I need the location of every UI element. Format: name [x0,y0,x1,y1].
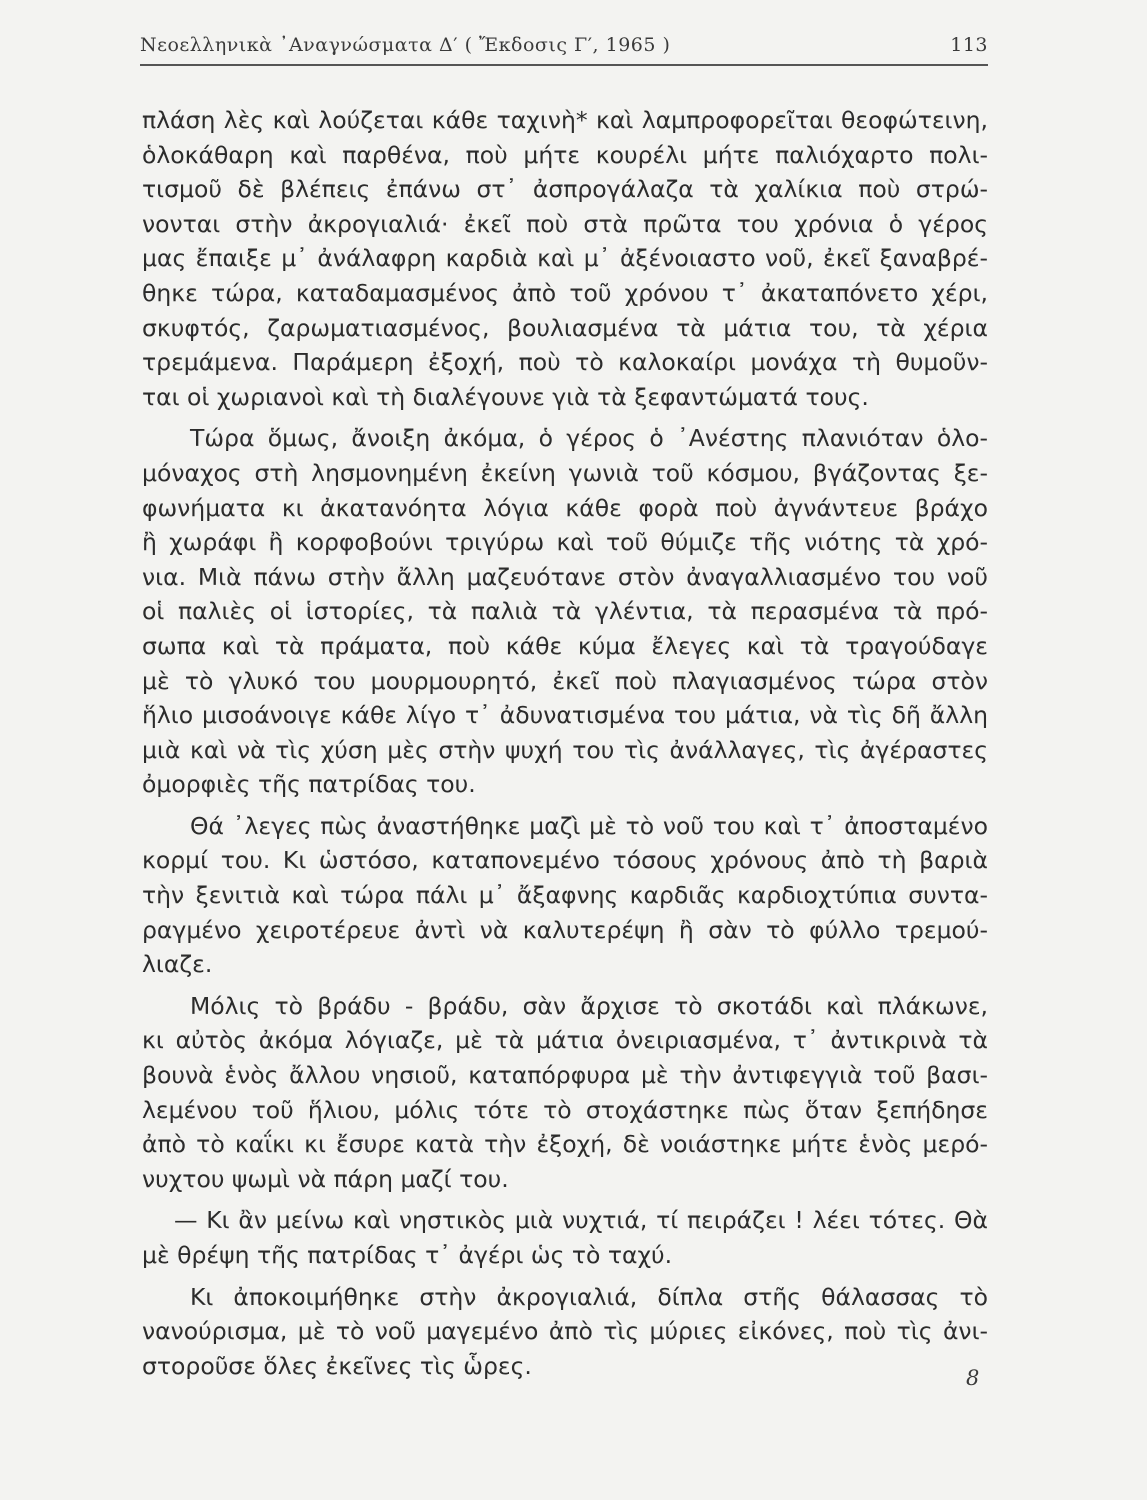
text-line: ται οἱ χωριανοὶ καὶ τὴ διαλέγουνε γιὰ τὰ ξεφαντώματά τους. [142,382,869,411]
text-line: νια. Μιὰ πάνω στὴν ἄλλη μαζευότανε στὸν ἀναγαλλιασμένο του νοῦ [142,562,988,591]
body-text [142,103,988,1383]
text-line: ραγμένο χειροτέρευε ἀντὶ νὰ καλυτερέψη ἢ σὰν τὸ φύλλο τρεμού- [142,915,988,944]
text-line: μὲ θρέψη τῆς πατρίδας τ᾿ ἀγέρι ὡς τὸ ταχύ. [142,1241,673,1269]
text-line: τισμοῦ δὲ βλέπεις ἐπάνω στ᾿ ἀσπρογάλαζα τὰ χαλίκια ποὺ στρώ- [142,175,988,204]
text-line: φωνήματα κι ἀκατανόητα λόγια κάθε φορὰ ποὺ ἀγνάντευε βράχο [142,493,988,522]
text-line: κορμί του. Κι ὡστόσο, καταπονεμένο τόσους χρόνους ἀπὸ τὴ βαριὰ [142,846,988,875]
text-line: μιὰ καὶ νὰ τὶς χύση μὲς στὴν ψυχή του τὶς ἀνάλλαγες, τὶς ἀγέραστες [142,735,988,764]
text-line: οἱ παλιὲς οἱ ἱστορίες, τὰ παλιὰ τὰ γλέντια, τὰ περασμένα τὰ πρό- [142,597,988,626]
text-line: μας ἔπαιξε μ᾿ ἀνάλαφρη καρδιὰ καὶ μ᾿ ἀξένοιαστο νοῦ, ἐκεῖ ξαναβρέ- [142,244,988,273]
text-line: ὀμορφιὲς τῆς πατρίδας του. [142,770,476,799]
text-line: νυχτου ψωμὶ νὰ πάρη μαζί του. [142,1164,509,1193]
text-line: μὲ τὸ γλυκό του μουρμουρητό, ἐκεῖ ποὺ πλαγιασμένος τώρα στὸν [142,666,988,695]
text-line: λεμένου τοῦ ἥλιου, μόλις τότε τὸ στοχάστηκε πὼς ὅταν ξεπήδησε [142,1095,988,1124]
paragraph-first-line: Τώρα ὅμως, ἄνοιξη ἀκόμα, ὁ γέρος ὁ ᾿Ανέστης πλανιόταν ὁλο- [190,424,988,453]
header-rule [140,64,988,66]
text-line: σκυφτός, ζαρωματιασμένος, βουλιασμένα τὰ μάτια του, τὰ χέρια [142,313,988,342]
paragraph-first-line: Θά ᾿λεγες πὼς ἀναστήθηκε μαζὶ μὲ τὸ νοῦ του καὶ τ᾿ ἀποσταμένο [190,811,988,840]
text-line: σωπα καὶ τὰ πράματα, ποὺ κάθε κύμα ἔλεγες καὶ τὰ τραγούδαγε [142,631,988,660]
text-line: ὁλοκάθαρη καὶ παρθένα, ποὺ μήτε κουρέλι μήτε παλιόχαρτο πολι- [142,140,988,169]
paragraph-first-line: Μόλις τὸ βράδυ - βράδυ, σὰν ἄρχισε τὸ σκοτάδι καὶ πλάκωνε, [190,991,988,1020]
text-line: τὴν ξενιτιὰ καὶ τώρα πάλι μ᾿ ἄξαφνης καρδιᾶς καρδιοχτύπια συντα- [142,881,988,910]
dialogue-line: — Κι ἂν μείνω καὶ νηστικὸς μιὰ νυχτιά, τί πειράζει ! λέει τότες. Θὰ [174,1206,988,1235]
text-line: βουνὰ ἑνὸς ἄλλου νησιοῦ, καταπόρφυρα μὲ τὴν ἀντιφεγγιὰ τοῦ βασι- [142,1061,988,1090]
text-line: μόναχος στὴ λησμονημένη ἐκείνη γωνιὰ τοῦ κόσμου, βγάζοντας ξε- [142,458,988,487]
text-line: τρεμάμενα. Παράμερη ἐξοχή, ποὺ τὸ καλοκαίρι μονάχα τὴ θυμοῦν- [142,348,988,377]
page-number: 113 [950,34,988,56]
text-line: ἀπὸ τὸ καΐκι κι ἔσυρε κατὰ τὴν ἐξοχή, δὲ νοιάστηκε μήτε ἑνὸς μερό- [142,1130,988,1159]
text-line: νανούρισμα, μὲ τὸ νοῦ μαγεμένο ἀπὸ τὶς μύριες εἰκόνες, ποὺ τὶς ἀνι- [142,1317,988,1346]
running-head [140,34,988,60]
text-line: θηκε τώρα, καταδαμασμένος ἀπὸ τοῦ χρόνου τ᾿ ἀκαταπόνετο χέρι, [142,278,988,307]
paragraph-first-line: Κι ἀποκοιμήθηκε στὴν ἀκρογιαλιά, δίπλα στῆς θάλασσας τὸ [190,1282,988,1311]
text-line: κι αὐτὸς ἀκόμα λόγιαζε, μὲ τὰ μάτια ὀνειριασμένα, τ᾿ ἀντικρινὰ τὰ [142,1026,988,1055]
signature-mark: 8 [966,1366,980,1390]
text-line: πλάση λὲς καὶ λούζεται κάθε ταχινὴ* καὶ λαμπροφορεῖται θεοφώτεινη, [142,106,988,134]
running-head-title: Νεοελληνικὰ ᾿Αναγνώσματα Δ′ ( Ἔκδοσις Γ′, 1965 ) [140,34,671,56]
text-line: λιαζε. [142,950,213,979]
text-line: στοροῦσε ὅλες ἐκεῖνες τὶς ὧρες. [142,1351,532,1380]
text-line: ἥλιο μισοάνοιγε κάθε λίγο τ᾿ ἀδυνατισμένα του μάτια, νὰ τὶς δῆ ἄλλη [142,701,988,730]
text-line: νονται στὴν ἀκρογιαλιά· ἐκεῖ ποὺ στὰ πρῶτα του χρόνια ὁ γέρος [142,209,988,238]
text-line: ἢ χωράφι ἢ κορφοβούνι τριγύρω καὶ τοῦ θύμιζε τῆς νιότης τὰ χρό- [142,528,988,557]
